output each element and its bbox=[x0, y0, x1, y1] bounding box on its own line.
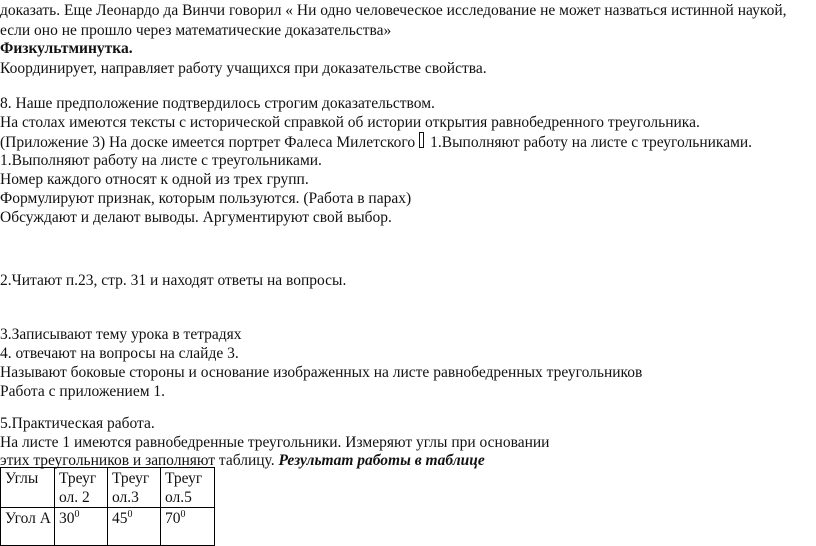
table-row bbox=[1, 508, 215, 546]
text-line-1: доказать. Еще Леонардо да Винчи говорил « Ни одно человеческое исследование не может назваться истинной наукой, bbox=[0, 2, 787, 19]
row-label-angle-a: Угол А bbox=[1, 508, 55, 546]
degree-mark: 0 bbox=[127, 508, 133, 520]
degree-mark: 0 bbox=[74, 508, 80, 520]
appendix-task-text: 1.Выполняют работу на листе с треугольниками. bbox=[430, 134, 753, 151]
text-line-formulate: Формулируют признак, которым пользуются. (Работа в парах) bbox=[0, 190, 412, 207]
text-line-appendix-3 bbox=[0, 132, 752, 153]
results-table bbox=[0, 467, 215, 546]
degree-mark: 0 bbox=[180, 508, 186, 520]
text-line-task-1: 1.Выполняют работу на листе с треугольниками. bbox=[0, 152, 322, 169]
appendix-text: (Приложение 3) На доске имеется портрет Фалеса Милетского bbox=[0, 134, 416, 151]
value-cell-triangle-3 bbox=[108, 508, 161, 546]
heading-fizkultminutka: Физкультминутка. bbox=[0, 40, 133, 57]
text-line-appendix-1: Работа с приложением 1. bbox=[0, 383, 166, 400]
header-cell-triangle-3: Треуг ол.3 bbox=[108, 468, 161, 508]
table-header-row bbox=[1, 468, 215, 508]
text-line-discuss: Обсуждают и делают выводы. Аргументируют свой выбор. bbox=[0, 209, 392, 226]
header-cell-triangle-2: Треуг ол. 2 bbox=[55, 468, 108, 508]
text-line-sheet-1: На листе 1 имеются равнобедренные треугольники. Измеряют углы при основании bbox=[0, 434, 550, 451]
text-line-item-3: 3.Записывают тему урока в тетрадях bbox=[0, 326, 242, 343]
text-line-item-2: 2.Читают п.23, стр. 31 и находят ответы на вопросы. bbox=[0, 272, 347, 289]
value-cell-triangle-2 bbox=[55, 508, 108, 546]
text-line-coordinates: Координирует, направляет работу учащихся при доказательстве свойства. bbox=[0, 60, 487, 77]
value: 45 bbox=[112, 510, 128, 527]
text-line-item-5: 5.Практическая работа. bbox=[0, 415, 155, 432]
header-cell-angles: Углы bbox=[1, 468, 55, 508]
value-cell-triangle-5 bbox=[161, 508, 215, 546]
text-line-item-4: 4. отвечают на вопросы на слайде 3. bbox=[0, 345, 239, 362]
value: 70 bbox=[165, 510, 181, 527]
fill-table-text: этих треугольников и заполняют таблицу. bbox=[0, 452, 275, 469]
result-caption: Результат работы в таблице bbox=[278, 452, 485, 469]
value: 30 bbox=[59, 510, 75, 527]
header-cell-triangle-5: Треуг ол.5 bbox=[161, 468, 215, 508]
text-line-2: если оно не прошло через математические доказательства» bbox=[0, 22, 392, 39]
text-line-item-8: 8. Наше предположение подтвердилось строгим доказательством. bbox=[0, 95, 435, 112]
missing-glyph-icon bbox=[419, 132, 424, 148]
text-line-name-sides: Называют боковые стороны и основание изображенных на листе равнобедренных треугольников bbox=[0, 364, 643, 381]
text-line-groups: Номер каждого относят к одной из трех групп. bbox=[0, 171, 309, 188]
text-line-historical: На столах имеются тексты с исторической справкой об истории открытия равнобедренного треугольника. bbox=[0, 114, 700, 131]
